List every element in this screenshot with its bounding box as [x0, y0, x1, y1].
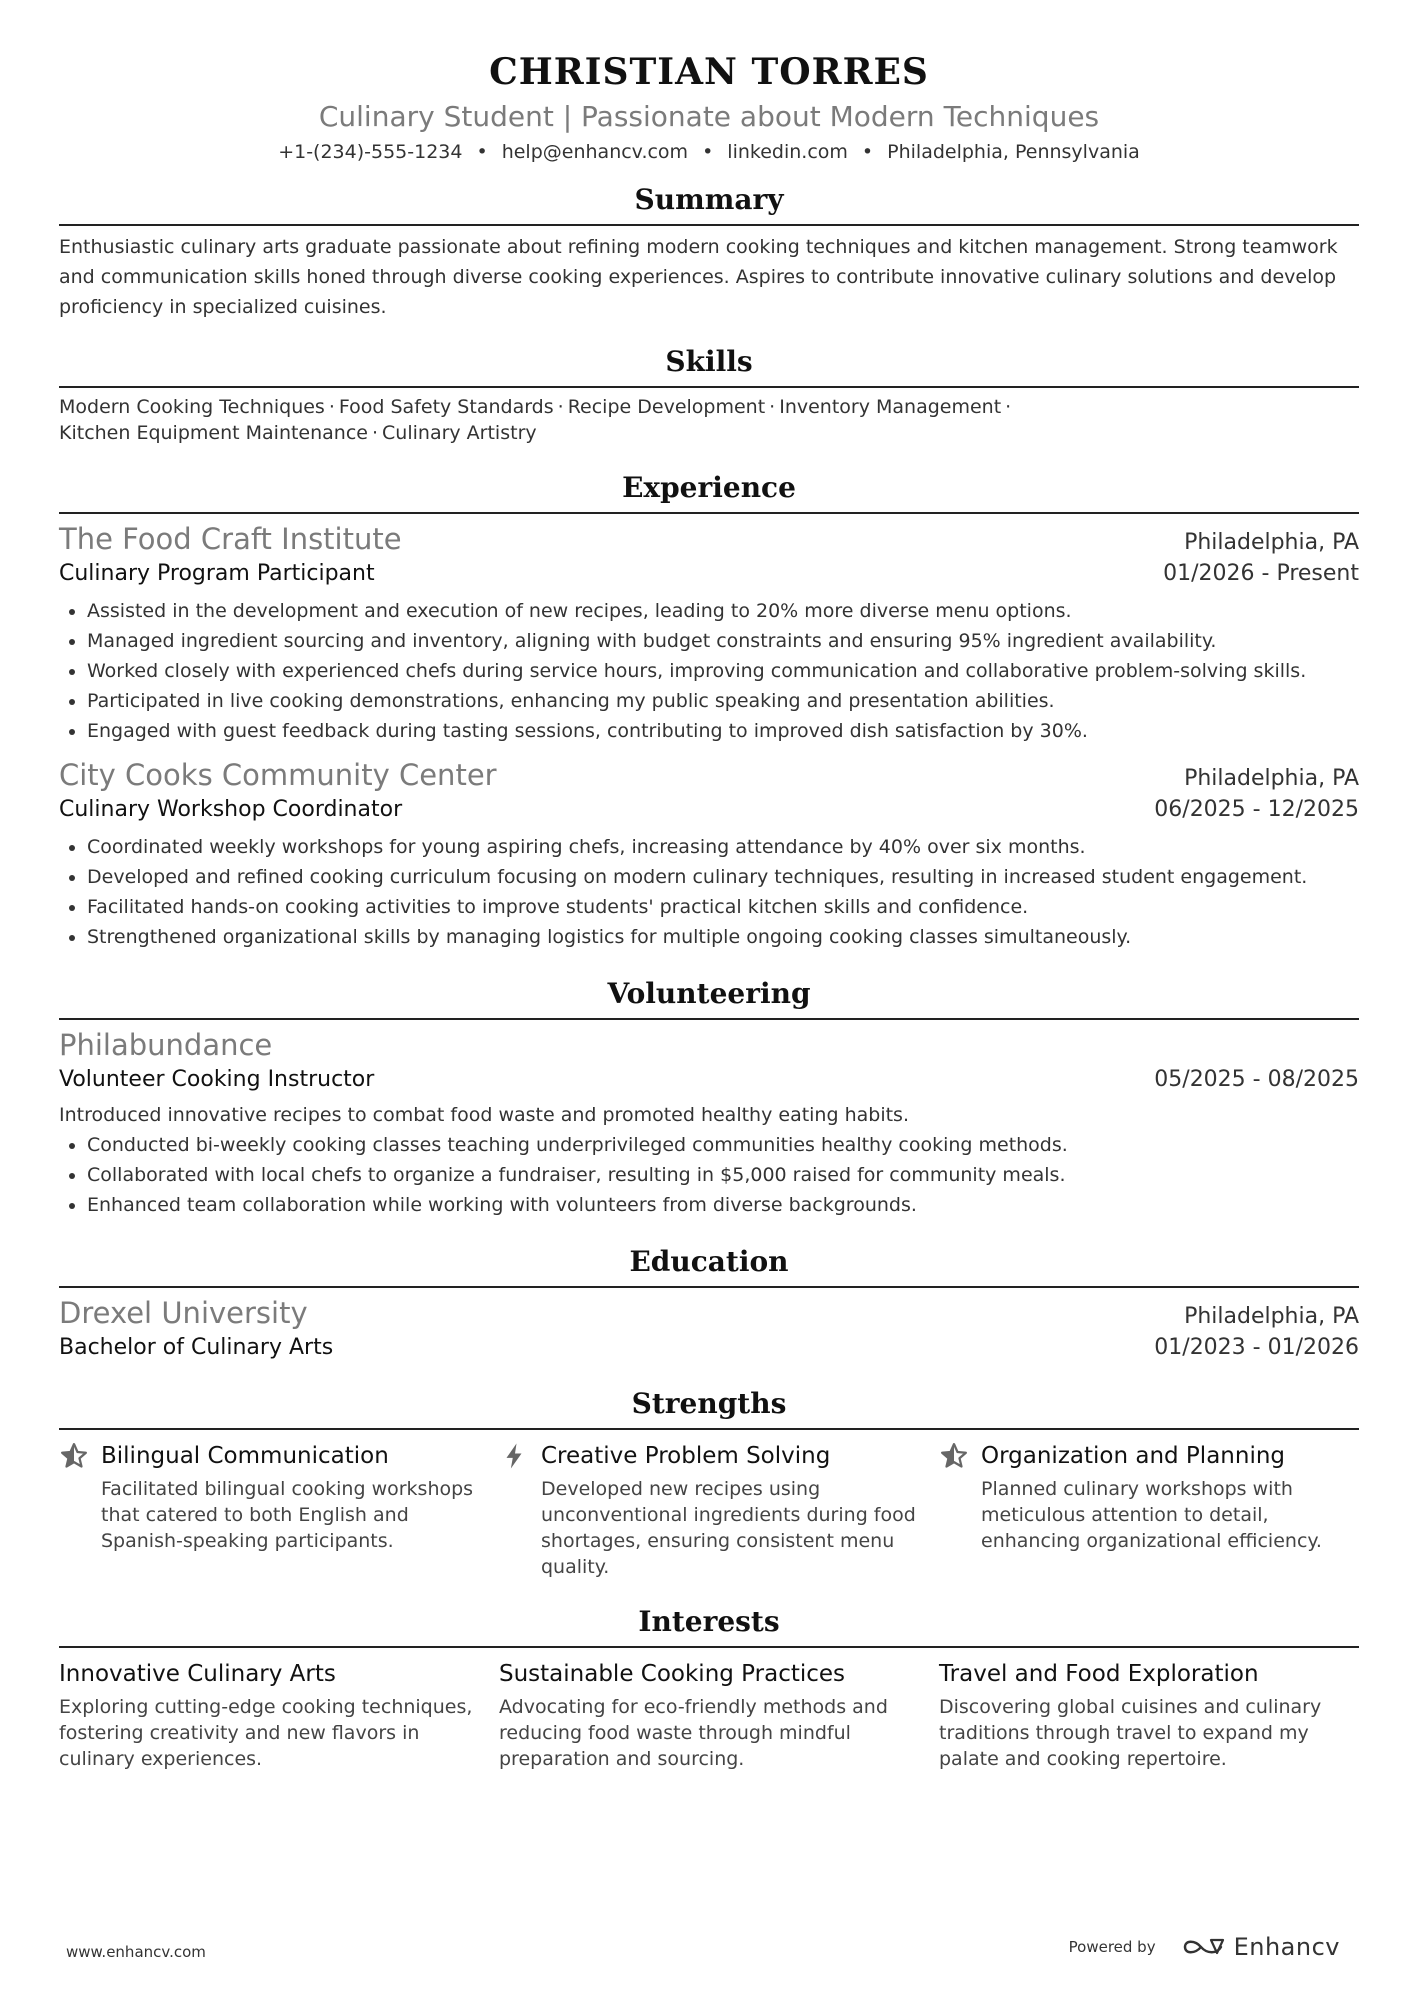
skills-list: Modern Cooking Techniques · Food Safety Standards · Recipe Development · Inventory Management · Kitchen Equipment Maintenance · Culinary Artistry	[59, 396, 1012, 444]
experience-entry	[59, 756, 1359, 952]
experience-entry	[59, 520, 1359, 746]
divider	[59, 1428, 1359, 1430]
enhancv-logo-icon	[1182, 1936, 1226, 1958]
interest-item	[939, 1658, 1359, 1772]
contact-line: +1-(234)-555-1234 • help@enhancv.com • linkedin.com • Philadelphia, Pennsylvania	[278, 141, 1140, 163]
bullet-item: • Strengthened organizational skills by managing logistics for multiple ongoing cooking classes simultaneously.	[87, 922, 1359, 952]
summary-text: Enthusiastic culinary arts graduate passionate about refining modern cooking techniques and kitchen management. Strong teamwork and communication skills honed through diverse cooking experiences. Aspires to contribute innovative culinary solutions and develop proficiency in specialized cuisines.	[59, 236, 1338, 318]
footer-branding[interactable]	[1069, 1933, 1340, 1961]
bullet-item: • Coordinated weekly workshops for young aspiring chefs, increasing attendance by 40% over six months.	[87, 832, 1359, 862]
volunteer-intro: Introduced innovative recipes to combat food waste and promoted healthy eating habits.	[59, 1104, 909, 1126]
section-title-skills: Skills	[665, 345, 753, 378]
divider	[59, 386, 1359, 388]
company-name: City Cooks Community Center	[59, 758, 497, 792]
section-title-summary: Summary	[634, 183, 784, 216]
interest-title: Travel and Food Exploration	[939, 1661, 1259, 1687]
skills-section	[59, 342, 1359, 446]
star-icon	[939, 1441, 969, 1471]
tagline: Culinary Student | Passionate about Modern Techniques	[318, 100, 1100, 133]
interest-description: Exploring cutting-edge cooking techniques, fostering creativity and new flavors in culinary experiences.	[59, 1696, 473, 1770]
job-bullets	[59, 596, 1359, 746]
powered-by-label: Powered by	[1068, 1938, 1156, 1956]
volunteer-role: Volunteer Cooking Instructor	[59, 1067, 375, 1092]
star-icon	[59, 1441, 89, 1471]
divider	[59, 224, 1359, 226]
bullet-item: • Engaged with guest feedback during tasting sessions, contributing to improved dish satisfaction by 30%.	[87, 716, 1359, 746]
bullet-item: • Worked closely with experienced chefs during service hours, improving communication and collaborative problem-solving skills.	[87, 656, 1359, 686]
phone[interactable]: +1-(234)-555-1234	[278, 141, 463, 163]
brand-name: Enhancv	[1233, 1933, 1340, 1961]
bullet-item: • Developed and refined cooking curriculum focusing on modern culinary techniques, resulting in increased student engagement.	[87, 862, 1359, 892]
education-dates: 01/2023 - 01/2026	[1154, 1335, 1359, 1360]
resume-page	[59, 50, 1359, 1772]
divider	[59, 512, 1359, 514]
lightning-icon	[499, 1441, 529, 1471]
strength-item	[59, 1440, 479, 1580]
bullet-item: • Facilitated hands-on cooking activities to improve students' practical kitchen skills and confidence.	[87, 892, 1359, 922]
strengths-section	[59, 1384, 1359, 1580]
section-title-interests: Interests	[638, 1605, 780, 1638]
interest-title: Innovative Culinary Arts	[59, 1661, 336, 1687]
strength-item	[499, 1440, 919, 1580]
organization-name: Philabundance	[59, 1028, 273, 1062]
email-link[interactable]: help@enhancv.com	[501, 141, 689, 163]
candidate-name: CHRISTIAN TORRES	[489, 51, 929, 93]
skill-item: Modern Cooking Techniques	[59, 396, 325, 418]
job-location: Philadelphia, PA	[1184, 766, 1359, 791]
divider	[59, 1286, 1359, 1288]
interest-description: Discovering global cuisines and culinary traditions through travel to expand my palate and cooking repertoire.	[939, 1696, 1322, 1770]
strength-item	[939, 1440, 1359, 1580]
bullet-item: • Managed ingredient sourcing and inventory, aligning with budget constraints and ensuring 95% ingredient availability.	[87, 626, 1359, 656]
strength-description: Developed new recipes using unconventional ingredients during food shortages, ensuring consistent menu quality.	[541, 1478, 916, 1578]
section-title-volunteering: Volunteering	[607, 977, 811, 1010]
experience-section	[59, 468, 1359, 952]
strength-title: Organization and Planning	[981, 1443, 1286, 1469]
degree: Bachelor of Culinary Arts	[59, 1335, 334, 1360]
volunteer-dates: 05/2025 - 08/2025	[1154, 1067, 1359, 1092]
bullet-item: • Assisted in the development and execution of new recipes, leading to 20% more diverse menu options.	[87, 596, 1359, 626]
volunteer-bullets	[59, 1130, 1359, 1220]
section-title-education: Education	[629, 1245, 789, 1278]
interest-title: Sustainable Cooking Practices	[499, 1661, 846, 1687]
interest-description: Advocating for eco-friendly methods and reducing food waste through mindful preparation and sourcing.	[499, 1696, 888, 1770]
job-dates: 01/2026 - Present	[1163, 561, 1359, 586]
divider	[59, 1646, 1359, 1648]
bullet-item: • Participated in live cooking demonstrations, enhancing my public speaking and presentation abilities.	[87, 686, 1359, 716]
section-title-strengths: Strengths	[631, 1387, 787, 1420]
skill-item: Culinary Artistry	[382, 422, 537, 444]
skill-item: Recipe Development	[567, 396, 766, 418]
education-section	[59, 1242, 1359, 1364]
skill-item: Kitchen Equipment Maintenance	[59, 422, 368, 444]
school-name: Drexel University	[59, 1296, 308, 1330]
interest-item	[59, 1658, 479, 1772]
linkedin-link[interactable]: linkedin.com	[727, 141, 848, 163]
skill-item: Food Safety Standards	[338, 396, 554, 418]
strength-title: Creative Problem Solving	[541, 1443, 831, 1469]
bullet-item: • Conducted bi-weekly cooking classes teaching underprivileged communities healthy cooking methods.	[87, 1130, 1359, 1160]
interests-section	[59, 1602, 1359, 1772]
section-title-experience: Experience	[622, 471, 796, 504]
education-entry	[59, 1294, 1359, 1364]
school-location: Philadelphia, PA	[1184, 1304, 1359, 1329]
bullet-item: • Collaborated with local chefs to organize a fundraiser, resulting in $5,000 raised for community meals.	[87, 1160, 1359, 1190]
interest-item	[499, 1658, 919, 1772]
job-dates: 06/2025 - 12/2025	[1154, 797, 1359, 822]
strength-description: Planned culinary workshops with meticulous attention to detail, enhancing organizational efficiency.	[981, 1478, 1322, 1552]
location: Philadelphia, Pennsylvania	[887, 141, 1140, 163]
summary-section	[59, 180, 1359, 322]
divider	[59, 1018, 1359, 1020]
job-location: Philadelphia, PA	[1184, 530, 1359, 555]
job-bullets	[59, 832, 1359, 952]
company-name: The Food Craft Institute	[59, 522, 402, 556]
footer-website-link[interactable]: www.enhancv.com	[66, 1943, 206, 1961]
job-title: Culinary Workshop Coordinator	[59, 797, 403, 822]
strength-description: Facilitated bilingual cooking workshops that catered to both English and Spanish-speaking participants.	[101, 1478, 474, 1552]
job-title: Culinary Program Participant	[59, 561, 375, 586]
skill-item: Inventory Management	[779, 396, 1002, 418]
strength-title: Bilingual Communication	[101, 1443, 389, 1469]
bullet-item: • Enhanced team collaboration while working with volunteers from diverse backgrounds.	[87, 1190, 1359, 1220]
volunteering-section	[59, 974, 1359, 1220]
volunteering-entry	[59, 1026, 1359, 1220]
